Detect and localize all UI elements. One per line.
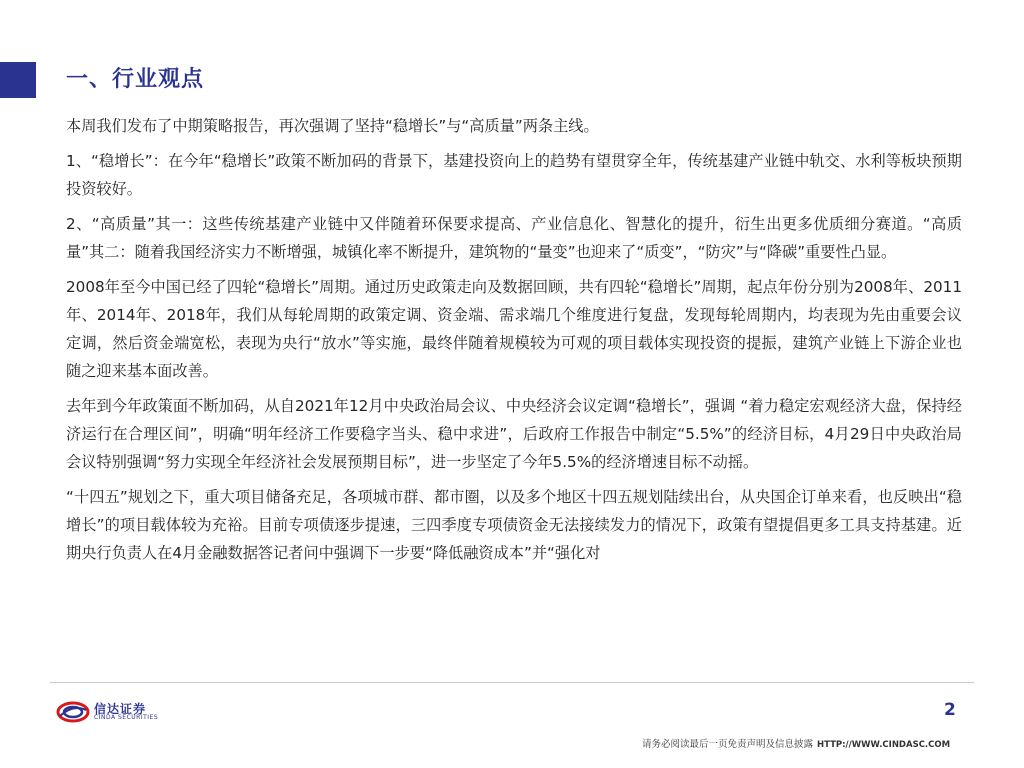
paragraph-history-cycles: 2008年至今中国已经了四轮“稳增长”周期。通过历史政策走向及数据回顾，共有四轮“稳增长”周期，起点年份分别为2008年、2011年、2014年、2018年，我们从每轮周期的政策定调、资金端、需求端几个维度进行复盘，发现每轮周期内，均表现为先由重要会议定调，然后资金端宽松，表现为央行“放水”等实施，最终伴随着规模较为可观的项目载体实现投资的提振，建筑产业链上下游企业也随之迎来基本面改善。 bbox=[66, 278, 962, 380]
logo-name-en: CINDA SECURITIES bbox=[94, 714, 159, 721]
paragraph-intro: 本周我们发布了中期策略报告，再次强调了坚持“稳增长”与“高质量”两条主线。 bbox=[66, 117, 599, 135]
logo-name-cn: 信达证券 bbox=[94, 702, 147, 716]
paragraph-steady-growth: 1、“稳增长”：在今年“稳增长”政策不断加码的背景下，基建投资向上的趋势有望贯穿全年，传统基建产业链中轨交、水利等板块预期投资较好。 bbox=[66, 152, 962, 198]
paragraph-14th-plan: “十四五”规划之下，重大项目储备充足，各项城市群、都市圈，以及多个地区十四五规划陆续出台，从央国企订单来看，也反映出“稳增长”的项目载体较为充裕。目前专项债逐步提速，三四季度专项债资金无法接续发力的情况下，政策有望提倡更多工具支持基建。近期央行负责人在4月金融数据答记者问中强调下一步要“降低融资成本”并“强化对 bbox=[66, 488, 962, 562]
section-accent-bar bbox=[0, 62, 36, 98]
website-link[interactable]: HTTP://WWW.CINDASC.COM bbox=[817, 740, 951, 750]
footer-disclaimer bbox=[642, 736, 950, 750]
paragraph-high-quality: 2、“高质量”其一：这些传统基建产业链中又伴随着环保要求提高、产业信息化、智慧化的提升，衍生出更多优质细分赛道。“高质量”其二：随着我国经济实力不断增强，城镇化率不断提升，建筑物的“量变”也迎来了“质变”，“防灾”与“降碳”重要性凸显。 bbox=[66, 215, 962, 261]
footer-divider bbox=[50, 682, 974, 683]
report-body bbox=[66, 112, 962, 574]
page-number: 2 bbox=[944, 700, 956, 720]
paragraph-policy: 去年到今年政策面不断加码，从自2021年12月中央政治局会议、中央经济会议定调“稳增长”，强调 “着力稳定宏观经济大盘，保持经济运行在合理区间”，明确“明年经济工作要稳字当头、稳中求进”，后政府工作报告中制定“5.5%”的经济目标，4月29日中央政治局会议特别强调“努力实现全年经济社会发展预期目标”，进一步坚定了今年5.5%的经济增速目标不动摇。 bbox=[66, 397, 962, 471]
section-title: 一、行业观点 bbox=[66, 67, 205, 92]
disclaimer-text: 请务必阅读最后一页免责声明及信息披露 bbox=[642, 739, 814, 750]
